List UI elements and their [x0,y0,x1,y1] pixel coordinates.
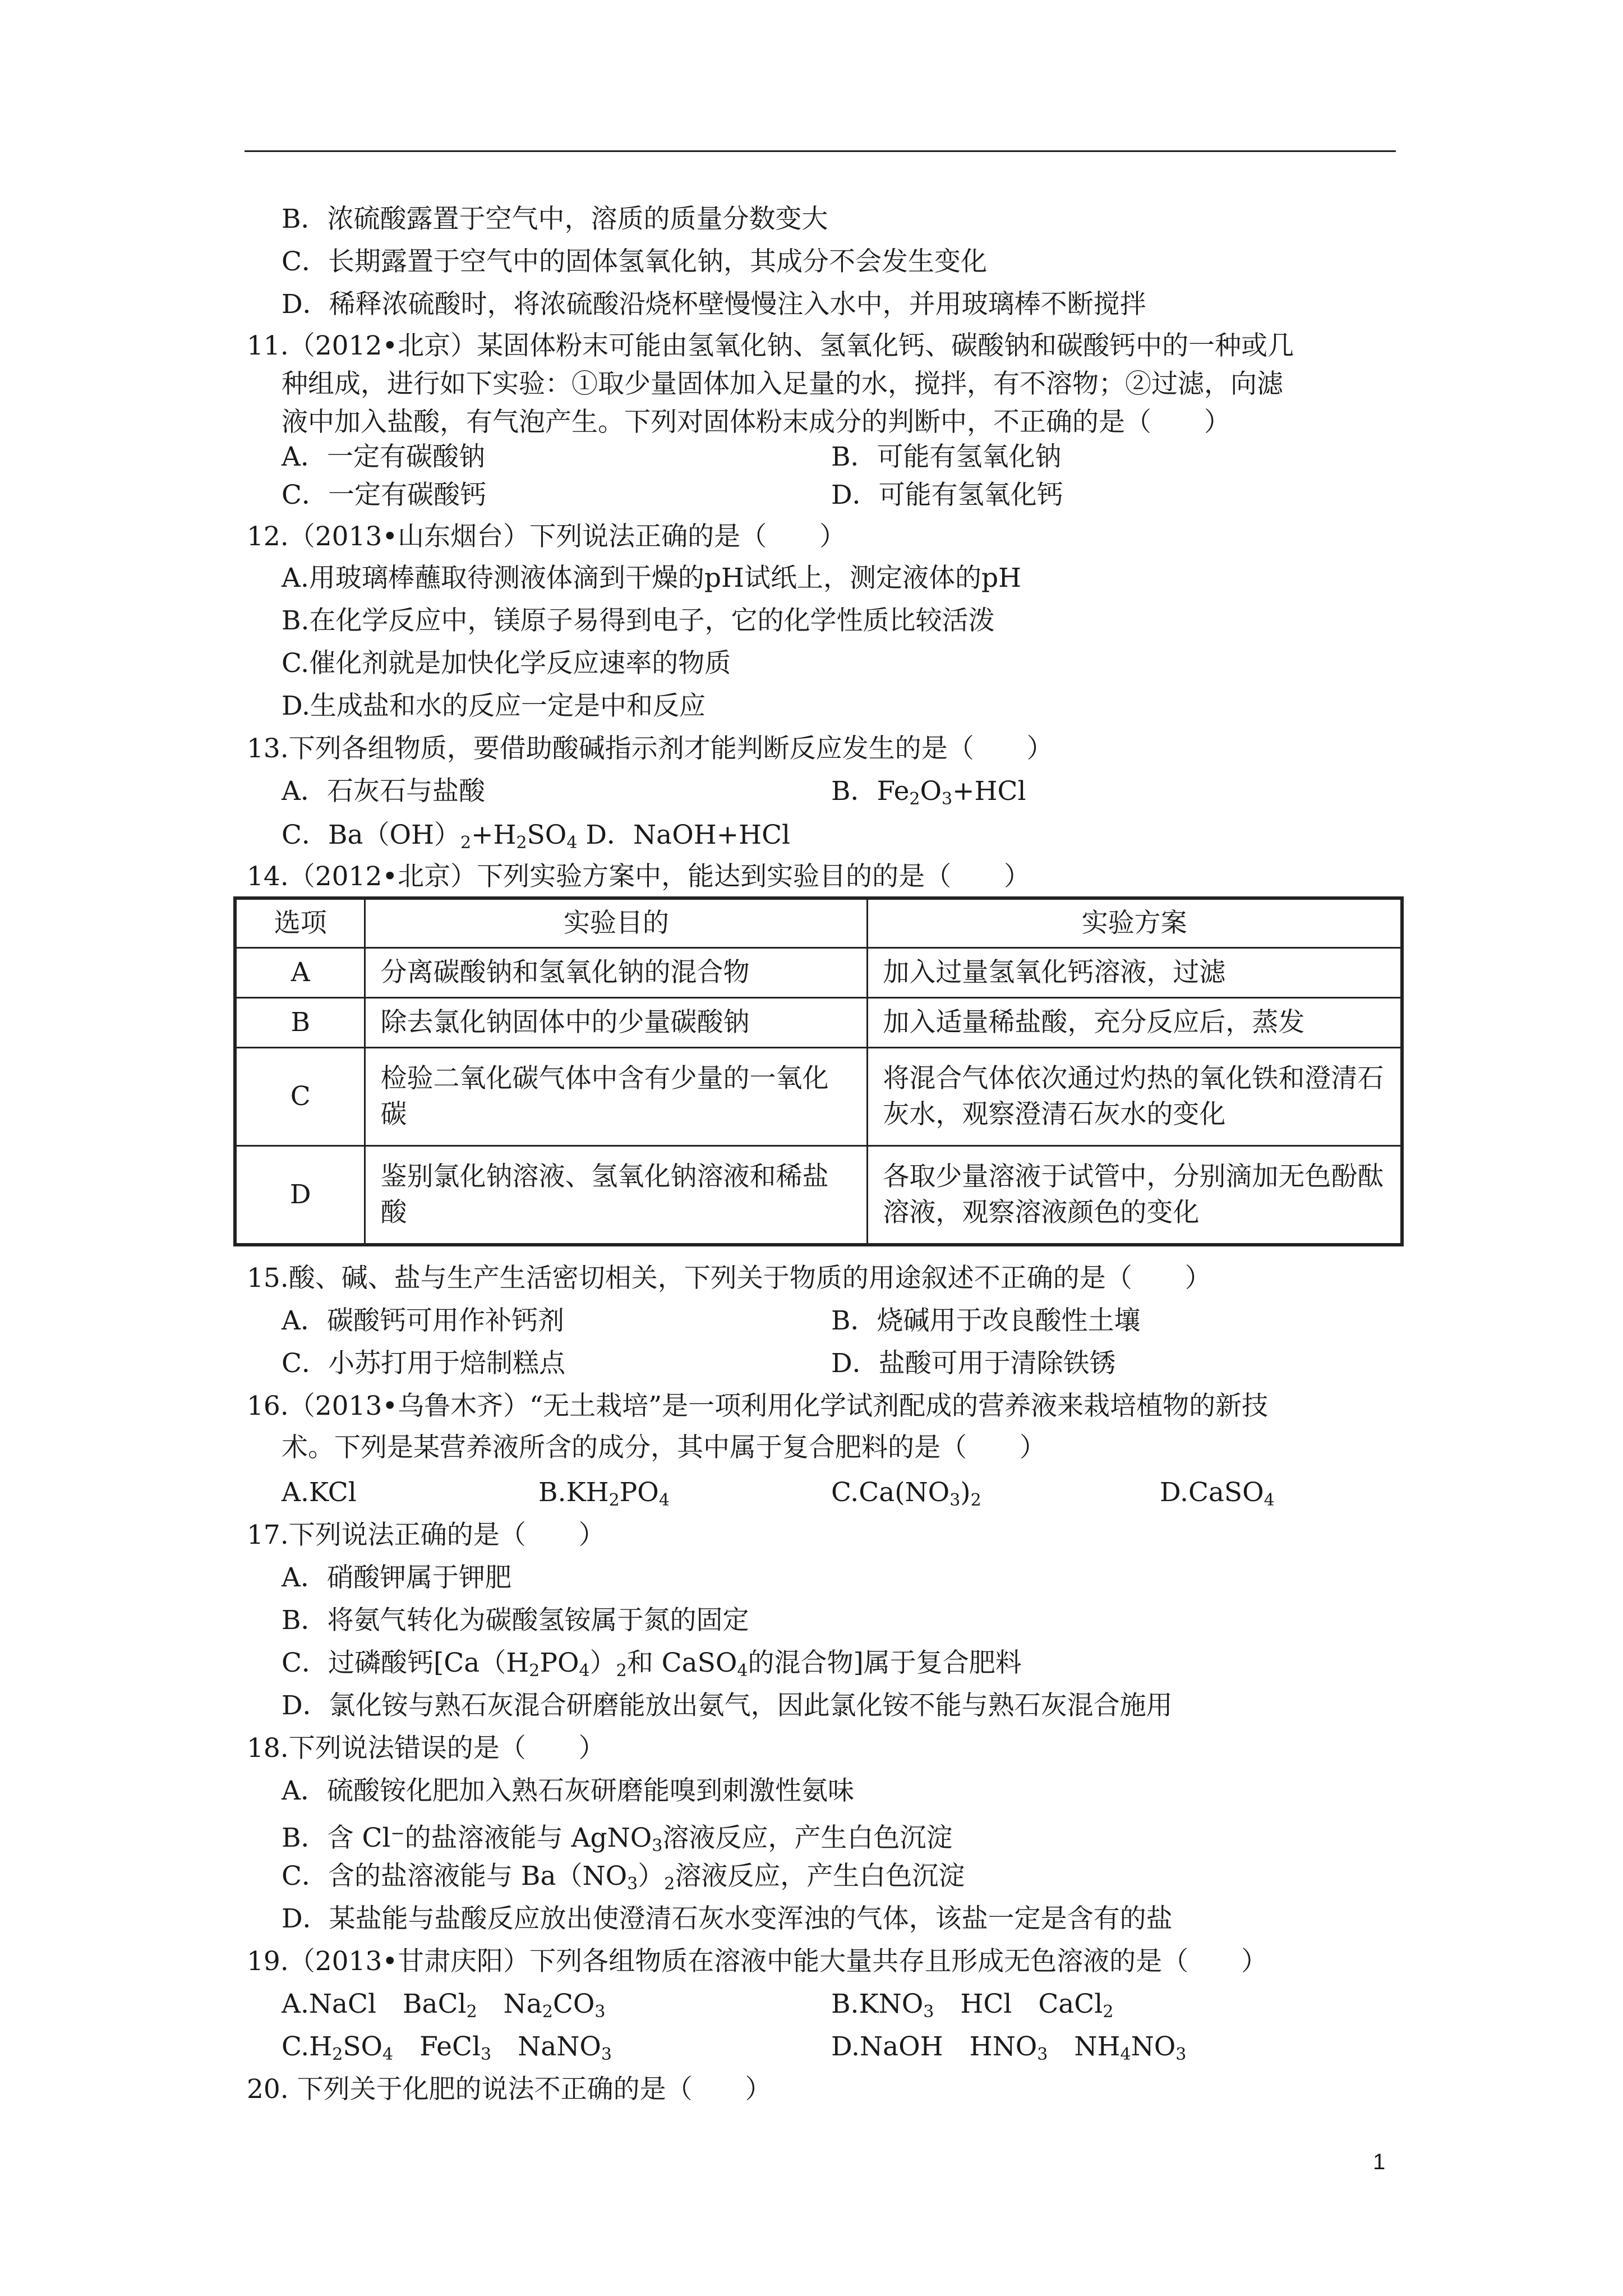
q17-option-d: D．氯化铵与熟石灰混合研磨能放出氨气，因此氯化铵不能与熟石灰混合施用 [282,1690,1173,1721]
q13-option-b: B．$Fe_2O_3+HCl$ [831,776,1026,809]
q14-table [233,896,1404,1246]
q10-option-c: C．长期露置于空气中的固体氢氧化钠，其成分不会发生变化 [282,246,987,277]
q16-option-b: $B.KH_2PO_4$ [538,1477,670,1510]
q16-option-d: D.CaSO$_4$ [1160,1477,1275,1510]
table-row [235,1048,1402,1146]
table-header-plan: 实验方案 [868,898,1402,948]
header-rule [245,150,1396,152]
q18-option-a: A．硫酸铵化肥加入熟石灰研磨能嗅到刺激性氨味 [282,1775,854,1806]
q10-option-b: B．浓硫酸露置于空气中，溶质的质量分数变大 [282,204,828,234]
table-cell-plan: 将混合气体依次通过灼热的氧化铁和澄清石灰水，观察澄清石灰水的变化 [868,1048,1402,1146]
q15-option-b: B．烧碱用于改良酸性土壤 [831,1305,1141,1336]
table-header-row [235,898,1402,948]
q15-stem: 15.酸、碱、盐与生产生活密切相关，下列关于物质的用途叙述不正确的是（ ） [247,1263,1211,1294]
table-cell-option: D [235,1146,365,1245]
q15-option-c: C．小苏打用于焙制糕点 [282,1348,565,1379]
q12-stem: 12.（2013•山东烟台）下列说法正确的是（ ） [247,521,846,552]
q18-option-c: C．含的盐溶液能与 $Ba(NO_3)_2$溶液反应，产生白色沉淀 [282,1861,965,1894]
q13-stem: 13.下列各组物质，要借助酸碱指示剂才能判断反应发生的是（ ） [247,733,1053,764]
q17-option-c: C．过磷酸钙[$Ca(H_2PO_4)_2$和 CaSO$_4$的混合物]属于复合肥料 [282,1648,1022,1681]
q15-option-a: A．碳酸钙可用作补钙剂 [282,1305,564,1336]
q11-option-d: D．可能有氢氧化钙 [831,480,1063,510]
q12-option-d: D.生成盐和水的反应一定是中和反应 [282,691,706,721]
q14-stem: 14.（2012•北京）下列实验方案中，能达到实验目的的是（ ） [247,861,1031,892]
table-row [235,998,1402,1048]
q12-option-c: C.催化剂就是加快化学反应速率的物质 [282,648,731,679]
q16-option-c: $C.Ca(NO_3)_2$ [831,1477,981,1510]
table-cell-plan: 加入适量稀盐酸，充分反应后，蒸发 [868,998,1402,1048]
table-row [235,1146,1402,1245]
q18-option-d: D．某盐能与盐酸反应放出使澄清石灰水变浑浊的气体，该盐一定是含有的盐 [282,1903,1173,1934]
q12-option-b: B.在化学反应中，镁原子易得到电子，它的化学性质比较活泼 [282,605,995,636]
q11-option-c: C．一定有碳酸钙 [282,480,486,510]
table-header-option: 选项 [235,898,365,948]
q13-option-a: A．石灰石与盐酸 [282,776,485,807]
q16-option-a: A.KCl [282,1477,357,1508]
q18-stem: 18.下列说法错误的是（ ） [247,1733,605,1764]
q19-option-d: D.NaOH $HNO_3$ $NH_4NO_3$ [831,2031,1187,2064]
q16-stem-line2: 术。下列是某营养液所含的成分，其中属于复合肥料的是（ ） [282,1432,1046,1463]
table-cell-option: A [235,948,365,998]
q11-option-b: B．可能有氢氧化钠 [831,441,1062,472]
q19-option-a: A.NaCl BaCl$_2$ $Na_2CO_3$ [282,1989,606,2022]
q19-option-b: $B.KNO_3$ HCl CaCl$_2$ [831,1989,1114,2022]
table-cell-goal: 分离碳酸钠和氢氧化钠的混合物 [365,948,868,998]
q19-stem: 19.（2013•甘肃庆阳）下列各组物质在溶液中能大量共存且形成无色溶液的是（ ） [247,1946,1268,1977]
q17-option-b: B．将氨气转化为碳酸氢铵属于氮的固定 [282,1605,749,1636]
q16-stem-line1: 16.（2013•乌鲁木齐）“无土栽培”是一项利用化学试剂配成的营养液来栽培植物的新技 [247,1391,1269,1421]
q11-stem-line2: 种组成，进行如下实验：①取少量固体加入足量的水，搅拌，有不溶物；②过滤，向滤 [282,369,1283,399]
q20-stem: 20. 下列关于化肥的说法不正确的是（ ） [247,2074,772,2105]
table-cell-goal: 除去氯化钠固体中的少量碳酸钠 [365,998,868,1048]
table-cell-goal: 鉴别氯化钠溶液、氢氧化钠溶液和稀盐酸 [365,1146,868,1245]
table-cell-plan: 各取少量溶液于试管中，分别滴加无色酚酞溶液，观察溶液颜色的变化 [868,1146,1402,1245]
table-row [235,948,1402,998]
q17-option-a: A．硝酸钾属于钾肥 [282,1562,511,1593]
table-cell-option: B [235,998,365,1048]
q13-option-c-d: C．$Ba(OH)_2+H_2SO_4$ D．NaOH+HCl [282,820,791,853]
q17-stem: 17.下列说法正确的是（ ） [247,1520,605,1550]
q11-stem-line1: 11.（2012•北京）某固体粉末可能由氢氧化钠、氢氧化钙、碳酸钠和碳酸钙中的一种或几 [247,330,1294,361]
table-header-goal: 实验目的 [365,898,868,948]
q15-option-d: D．盐酸可用于清除铁锈 [831,1348,1116,1379]
table-cell-goal: 检验二氧化碳气体中含有少量的一氧化碳 [365,1048,868,1146]
q10-option-d: D．稀释浓硫酸时，将浓硫酸沿烧杯壁慢慢注入水中，并用玻璃棒不断搅拌 [282,289,1146,320]
q12-option-a: A.用玻璃棒蘸取待测液体滴到干燥的pH试纸上，测定液体的pH [282,563,1022,593]
table-cell-option: C [235,1048,365,1146]
q18-option-b: B．含 Cl−的盐溶液能与 AgNO$_3$溶液反应，产生白色沉淀 [282,1823,953,1856]
q11-option-a: A．一定有碳酸钠 [282,441,485,472]
q19-option-c: $C.H_2SO_4$ FeCl$_3$ NaNO$_3$ [282,2031,612,2064]
table-cell-plan: 加入过量氢氧化钙溶液，过滤 [868,948,1402,998]
page-number: 1 [1373,2150,1386,2174]
q11-stem-line3: 液中加入盐酸，有气泡产生。下列对固体粉末成分的判断中，不正确的是（ ） [282,407,1230,438]
